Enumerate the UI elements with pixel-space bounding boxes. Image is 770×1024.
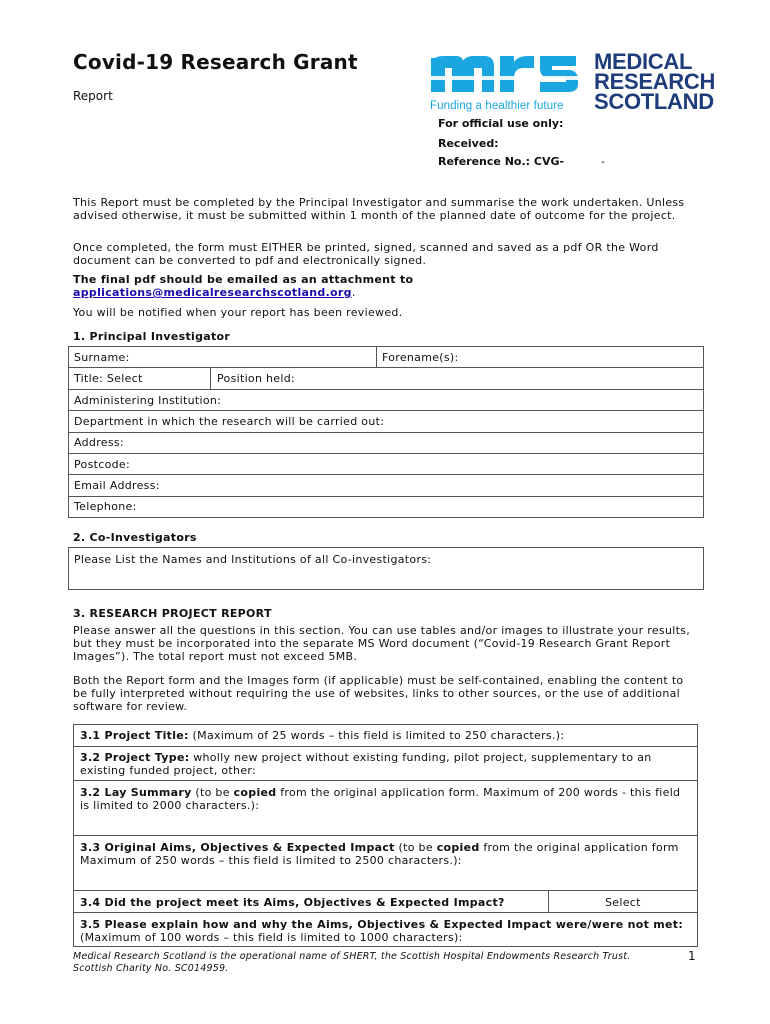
intro-paragraph-2: Once completed, the form must EITHER be printed, signed, scanned and saved as a pdf OR the Word document can be converted to pdf and electronically signed. xyxy=(73,241,659,267)
aims-met-question xyxy=(80,896,545,909)
page-title: Covid-19 Research Grant xyxy=(73,50,358,74)
logo-tagline: Funding a healthier future xyxy=(430,100,564,112)
intro-paragraph-1: This Report must be completed by the Principal Investigator and summarise the work undertaken. Unless advised otherwise, it must be submitted within 1 month of the planned date of outcome for the project. xyxy=(73,196,685,222)
section-3-heading: 3. RESEARCH PROJECT REPORT xyxy=(73,607,272,620)
aims-explanation-question[interactable] xyxy=(80,918,690,944)
email-instruction: The final pdf should be emailed as an attachment to xyxy=(73,273,414,286)
aims-met-select[interactable]: Select xyxy=(605,896,641,909)
section-3-paragraph-2: Both the Report form and the Images form (if applicable) must be self-contained, enabling the content to be fully interpreted without requiring the use of websites, links to other sources, or the use of additional software for review. xyxy=(73,674,684,713)
telephone-field[interactable]: Telephone: xyxy=(74,500,137,513)
postcode-field[interactable]: Postcode: xyxy=(74,458,130,471)
section-3-paragraph-1: Please answer all the questions in this section. You can use tables and/or images to illustrate your results, but they must be incorporated into the separate MS Word document (“Covid-19 Research Grant Report Images”). The total report must not exceed 5MB. xyxy=(73,624,691,663)
logo-line-1: MEDICAL xyxy=(594,49,693,74)
footer-note xyxy=(73,951,630,975)
lay-summary-question[interactable] xyxy=(80,786,690,812)
logo-line-2: RESEARCH xyxy=(594,69,716,94)
lay-summary-label: 3.2 Lay Summary xyxy=(80,786,192,799)
forenames-field[interactable]: Forename(s): xyxy=(382,351,459,364)
email-link[interactable]: applications@medicalresearchscotland.org xyxy=(73,286,352,299)
lay-summary-copied: copied xyxy=(233,786,277,799)
page-subtitle: Report xyxy=(73,89,113,103)
aims-explanation-hint: (Maximum of 100 words – this field is limited to 1000 characters): xyxy=(80,931,463,944)
original-aims-label: 3.3 Original Aims, Objectives & Expected Impact xyxy=(80,841,395,854)
project-type-question[interactable] xyxy=(80,751,690,777)
official-use-heading: For official use only: xyxy=(438,117,564,130)
title-select[interactable]: Title: Select xyxy=(74,372,143,385)
project-title-label: 3.1 Project Title: xyxy=(80,729,189,742)
surname-field[interactable]: Surname: xyxy=(74,351,130,364)
project-type-hint: wholly new project without existing funding, pilot project, supplementary to an existing funded project, other: xyxy=(80,751,652,777)
page-number: 1 xyxy=(688,949,696,963)
email-field[interactable]: Email Address: xyxy=(74,479,160,492)
lay-summary-hint-1: (to be xyxy=(191,786,234,799)
address-field[interactable]: Address: xyxy=(74,436,124,449)
project-type-label: 3.2 Project Type: xyxy=(80,751,190,764)
project-title-question[interactable] xyxy=(80,729,690,742)
reference-label: Reference No.: CVG- xyxy=(438,155,565,168)
aims-met-label: 3.4 Did the project meet its Aims, Objectives & Expected Impact? xyxy=(80,896,505,909)
lay-summary-hint-2: from the original application form. Maximum of 200 words - this field is limited to 2000 characters.): xyxy=(80,786,681,812)
logo-line-3: SCOTLAND xyxy=(594,89,714,114)
original-aims-question[interactable] xyxy=(80,841,690,867)
original-aims-copied: copied xyxy=(436,841,480,854)
project-title-hint: (Maximum of 25 words – this field is limited to 250 characters.): xyxy=(188,729,565,742)
department-field[interactable]: Department in which the research will be carried out: xyxy=(74,415,385,428)
section-1-heading: 1. Principal Investigator xyxy=(73,330,231,343)
email-period: . xyxy=(351,286,356,299)
intro-paragraph-3 xyxy=(73,273,698,299)
original-aims-hint-2: from the original application form Maximum of 250 words – this field is limited to 2500 characters.): xyxy=(80,841,679,867)
co-investigators-field[interactable]: Please List the Names and Institutions of all Co-investigators: xyxy=(74,553,432,566)
aims-explanation-label: 3.5 Please explain how and why the Aims, Objectives & Expected Impact were/were not met: xyxy=(80,918,684,931)
section-2-heading: 2. Co-Investigators xyxy=(73,531,197,544)
reference-dash: - xyxy=(601,155,605,168)
original-aims-hint-1: (to be xyxy=(394,841,437,854)
logo-wordmark xyxy=(594,49,716,114)
intro-paragraph-4: You will be notified when your report has been reviewed. xyxy=(73,306,403,319)
footer-line-2: Scottish Charity No. SC014959. xyxy=(73,963,229,974)
institution-field[interactable]: Administering Institution: xyxy=(74,394,222,407)
received-label: Received: xyxy=(438,137,499,150)
position-field[interactable]: Position held: xyxy=(217,372,296,385)
footer-line-1: Medical Research Scotland is the operational name of SHERT, the Scottish Hospital Endowments Research Trust. xyxy=(73,951,631,962)
